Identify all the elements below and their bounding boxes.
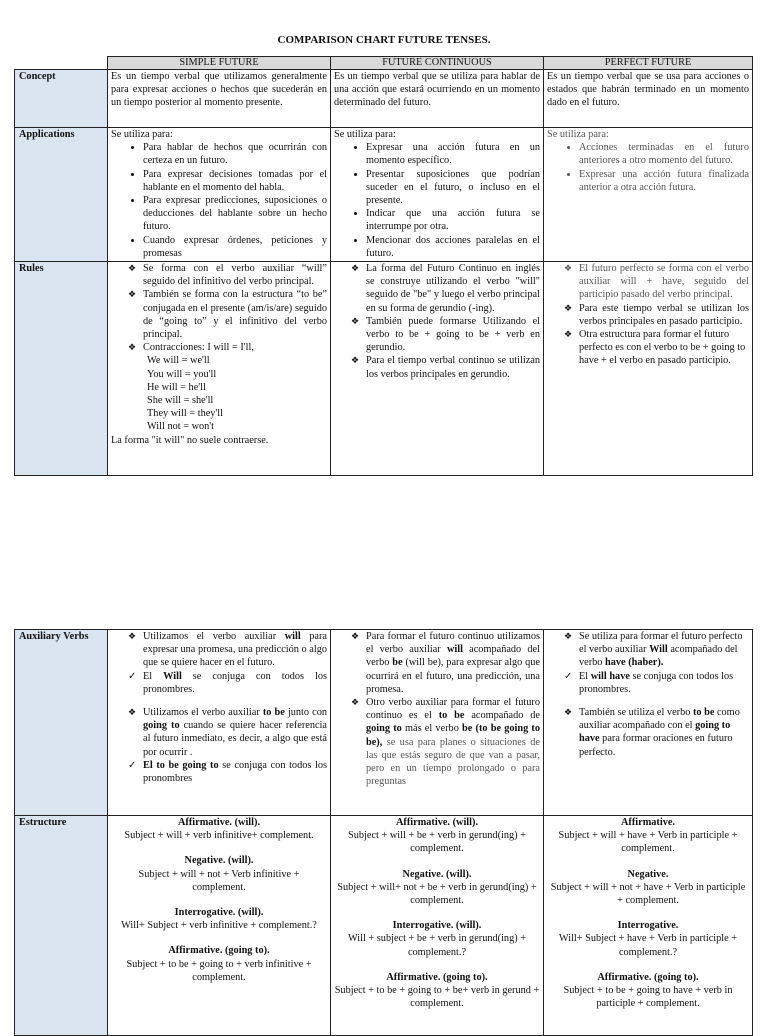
concept-perfect: Es un tiempo verbal que se usa para acciones o estados que habrán terminado en un momento dado en el futuro. bbox=[544, 70, 753, 128]
header-row bbox=[15, 57, 753, 70]
structure-block: Negative. Subject + will + not + have + Verb in participle + complement. bbox=[550, 868, 746, 907]
structure-block: Affirmative. (going to). Subject + to be + going to + be+ verb in gerund + complement. bbox=[334, 971, 540, 1010]
list-item: ✓ El will have se conjuga con todos los pronombres. bbox=[579, 670, 749, 696]
rules-label: Rules bbox=[15, 262, 108, 476]
list-item: ❖ Utilizamos el verbo auxiliar to be junto con going to cuando se quiere hacer referencia al futuro inmediato, es decir, a algo que está por ocurrir . bbox=[143, 706, 327, 759]
list-item: • Acciones terminadas en el futuro anteriores a otro momento del futuro. bbox=[579, 141, 749, 167]
list-item: • Expresar una acción futura finalizada anterior a otra acción futura. bbox=[579, 168, 749, 194]
structure-continuous bbox=[331, 816, 544, 1036]
auxiliary-row bbox=[15, 630, 753, 816]
concept-label: Concept bbox=[15, 70, 108, 128]
concept-row bbox=[15, 70, 753, 128]
list-item: • Cuando expresar órdenes, peticiones y promesas bbox=[143, 234, 327, 260]
list-item: • Para expresar predicciones, suposiciones o deducciones del hablante sobre un hecho futuro. bbox=[143, 194, 327, 234]
rules-note: La forma "it will" no suele contraerse. bbox=[111, 434, 269, 446]
structure-block: Interrogative. (will). Will + subject + be + verb in gerund(ing) + complement.? bbox=[347, 920, 527, 958]
contraction: They will = they'll bbox=[147, 408, 224, 420]
structure-block: Affirmative. (going to). Subject + to be + going to have + verb in participle + complement. bbox=[563, 971, 733, 1010]
contraction: You will = you'll bbox=[147, 368, 217, 380]
contraction: We will = we'll bbox=[147, 355, 210, 367]
list-item: ❖ El futuro perfecto se forma con el verbo auxiliar will + have, seguido del participio pasado del verbo principal. bbox=[579, 262, 749, 302]
structure-block: Negative. (will). Subject + will+ not + be + verb in gerund(ing) + complement. bbox=[337, 868, 537, 907]
applications-continuous bbox=[331, 128, 544, 262]
list-item: ✓ El to be going to se conjuga con todos los pronombres bbox=[143, 759, 327, 785]
auxiliary-simple bbox=[108, 630, 331, 816]
auxiliary-label: Auxiliary Verbs bbox=[15, 630, 108, 816]
concept-continuous: Es un tiempo verbal que se utiliza para hablar de una acción que estará ocurriendo en un momento determinado del futuro. bbox=[331, 70, 544, 128]
list-item: • Indicar que una acción futura se interrumpe por otra. bbox=[366, 207, 540, 233]
rules-row bbox=[15, 262, 753, 476]
list-item: ❖ También se forma con la estructura “to be” conjugada en el presente (am/is/are) seguido de “going to” y el infinitivo del verbo principal. bbox=[143, 288, 327, 341]
list-item: • Mencionar dos acciones paralelas en el futuro. bbox=[366, 234, 540, 260]
auxiliary-perfect bbox=[544, 630, 753, 816]
list-item: ❖ Para el tiempo verbal continuo se utilizan los verbos principales en gerundio. bbox=[366, 354, 540, 380]
structure-row bbox=[15, 816, 753, 1036]
structure-block: Affirmative. Subject + will + have + Verb in participle + complement. bbox=[558, 817, 738, 855]
structure-block: Interrogative. (will). Will+ Subject + verb infinitive + complement.? bbox=[121, 907, 317, 932]
applications-simple bbox=[108, 128, 331, 262]
header-simple-future: SIMPLE FUTURE bbox=[108, 57, 331, 70]
structure-block: Negative. (will). Subject + will + not + Verb infinitive + complement. bbox=[138, 855, 300, 893]
list-item: ❖ También se utiliza el verbo to be como auxiliar acompañado con el going to have para formar oraciones en futuro perfecto. bbox=[579, 706, 749, 759]
contraction: Will not = won't bbox=[147, 421, 215, 433]
list-item: ❖ Para formar el futuro continuo utilizamos el verbo auxiliar will acompañado del verbo be (will be), para expresar algo que ocurrirá en el futuro, una predicción, una promesa. bbox=[366, 630, 540, 696]
list-item: ❖ Contracciones: I will = I'll, bbox=[143, 341, 327, 354]
list-item: ❖ También puede formarse Utilizando el verbo to be + going to be + verb en gerundio. bbox=[366, 315, 540, 355]
list-item: ❖ Otra estructura para formar el futuro perfecto es con el verbo to be + going to have + el verbo en pasado participio. bbox=[579, 328, 749, 368]
structure-block: Affirmative. (going to). Subject + to be + going to + verb infinitive + complement. bbox=[126, 945, 312, 983]
rules-continuous bbox=[331, 262, 544, 476]
list-item: • Presentar suposiciones que podrían suceder en el futuro, o incluso en el presente. bbox=[366, 168, 540, 208]
applications-intro: Se utiliza para: bbox=[334, 129, 396, 140]
applications-perfect bbox=[544, 128, 753, 262]
list-item: • Para expresar decisiones tomadas por el hablante en el momento del habla. bbox=[143, 168, 327, 194]
applications-row bbox=[15, 128, 753, 262]
structure-perfect bbox=[544, 816, 753, 1036]
list-item: • Para hablar de hechos que ocurrirán con certeza en un futuro. bbox=[143, 141, 327, 167]
comparison-table-bottom bbox=[14, 629, 753, 1036]
applications-intro: Se utiliza para: bbox=[547, 129, 609, 140]
list-item: ❖ Utilizamos el verbo auxiliar will para expresar una promesa, una predicción o algo que se quiere hacer en el futuro. bbox=[143, 630, 327, 670]
list-item: • Expresar una acción futura en un momento específico. bbox=[366, 141, 540, 167]
structure-block: Affirmative. (will). Subject + will + verb infinitive+ complement. bbox=[124, 817, 314, 842]
list-item: ❖ Para este tiempo verbal se utilizan los verbos principales en pasado participio. bbox=[579, 302, 749, 328]
list-item: ❖ Se forma con el verbo auxiliar “will” seguido del infinitivo del verbo principal. bbox=[143, 262, 327, 288]
contraction: She will = she'll bbox=[147, 395, 214, 407]
list-item: ❖ La forma del Futuro Continuo en inglés se construye utilizando el verbo "will" seguido de "be" y luego el verbo principal en su forma de gerundio (-ing). bbox=[366, 262, 540, 315]
header-empty bbox=[15, 57, 108, 70]
list-item: ❖ Otro verbo auxiliar para formar el futuro continuo es el to be acompañado de going to más el verbo be (to be going to be), se usa para planes o situaciones de las que estás seguro de que van a pasar, pero en un tiempo prolongado o para preguntas bbox=[366, 696, 540, 788]
structure-block: Affirmative. (will). Subject + will + be + verb in gerund(ing) + complement. bbox=[348, 817, 526, 855]
rules-simple bbox=[108, 262, 331, 476]
rules-perfect bbox=[544, 262, 753, 476]
structure-block: Interrogative. Will+ Subject + have + Verb in participle + complement.? bbox=[558, 920, 738, 958]
header-perfect-future: PERFECT FUTURE bbox=[544, 57, 753, 70]
comparison-table-top bbox=[14, 56, 753, 476]
contraction: He will = he'll bbox=[147, 381, 206, 393]
header-future-continuous: FUTURE CONTINUOUS bbox=[331, 57, 544, 70]
structure-simple bbox=[108, 816, 331, 1036]
list-item: ✓ El Will se conjuga con todos los pronombres. bbox=[143, 670, 327, 696]
structure-label: Estructure bbox=[15, 816, 108, 1036]
applications-label: Applications bbox=[15, 128, 108, 262]
concept-simple: Es un tiempo verbal que utilizamos generalmente para expresar acciones o hechos que sucederán en un tiempo posterior al momento presente. bbox=[108, 70, 331, 128]
applications-intro: Se utiliza para: bbox=[111, 129, 173, 140]
list-item: ❖ Se utiliza para formar el futuro perfecto el verbo auxiliar Will acompañado del verbo have (haber). bbox=[579, 630, 749, 670]
auxiliary-continuous bbox=[331, 630, 544, 816]
page-title: COMPARISON CHART FUTURE TENSES. bbox=[277, 34, 491, 46]
